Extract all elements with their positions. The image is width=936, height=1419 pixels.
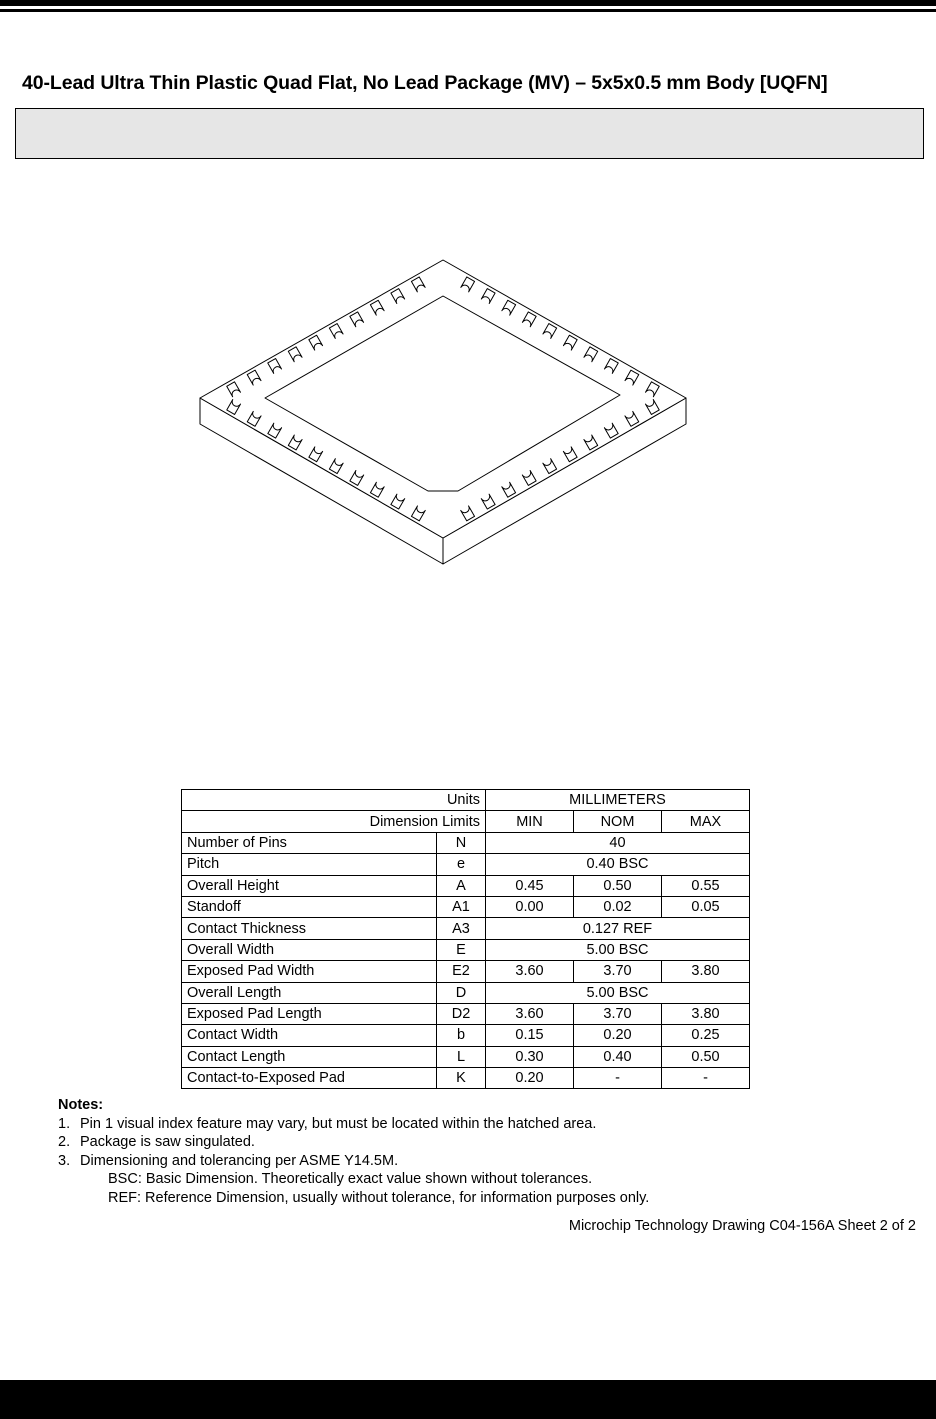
- dimension-nom: 0.127 REF: [486, 918, 750, 939]
- dimension-nom: 0.50: [574, 875, 662, 896]
- dimension-nom: 0.40: [574, 1046, 662, 1067]
- dimension-name: Overall Height: [182, 875, 437, 896]
- dimension-min: 0.30: [486, 1046, 574, 1067]
- dimension-name: Standoff: [182, 896, 437, 917]
- note-bsc: BSC: Basic Dimension. Theoretically exact value shown without tolerances.: [108, 1171, 593, 1187]
- drawing-reference: Microchip Technology Drawing C04-156A Sheet 2 of 2: [568, 1218, 916, 1234]
- package-isometric-drawing: [190, 250, 700, 580]
- dimension-symbol: D: [437, 982, 486, 1003]
- table-row: [182, 961, 750, 982]
- dimension-name: Contact-to-Exposed Pad: [182, 1068, 437, 1089]
- dimension-name: Overall Length: [182, 982, 437, 1003]
- dimension-max: 3.80: [662, 961, 750, 982]
- table-row: [182, 982, 750, 1003]
- limits-row: [182, 811, 750, 832]
- dimension-symbol: A1: [437, 896, 486, 917]
- col-nom: NOM: [574, 811, 662, 832]
- dimension-max: 0.55: [662, 875, 750, 896]
- table-row: [182, 896, 750, 917]
- dimension-symbol: N: [437, 832, 486, 853]
- table-row: [182, 854, 750, 875]
- table-row: [182, 875, 750, 896]
- dimension-nom: 3.70: [574, 961, 662, 982]
- dimension-nom: 5.00 BSC: [486, 939, 750, 960]
- table-row: [182, 1068, 750, 1089]
- dimension-nom: 40: [486, 832, 750, 853]
- dimension-min: 0.20: [486, 1068, 574, 1089]
- dimension-symbol: L: [437, 1046, 486, 1067]
- dimension-symbol: K: [437, 1068, 486, 1089]
- dimension-max: 3.80: [662, 1003, 750, 1024]
- dimension-symbol: b: [437, 1025, 486, 1046]
- dimension-max: 0.50: [662, 1046, 750, 1067]
- dimension-symbol: E: [437, 939, 486, 960]
- dimension-name: Overall Width: [182, 939, 437, 960]
- dimension-min: 3.60: [486, 961, 574, 982]
- dimension-max: 0.05: [662, 896, 750, 917]
- dimension-name: Pitch: [182, 854, 437, 875]
- table-row: [182, 832, 750, 853]
- dimension-symbol: E2: [437, 961, 486, 982]
- dimension-name: Exposed Pad Length: [182, 1003, 437, 1024]
- top-rule-thick: [0, 0, 936, 6]
- dimension-max: -: [662, 1068, 750, 1089]
- dimension-min: 0.00: [486, 896, 574, 917]
- dimension-name: Exposed Pad Width: [182, 961, 437, 982]
- col-max: MAX: [662, 811, 750, 832]
- dimension-symbol: A: [437, 875, 486, 896]
- dimension-nom: -: [574, 1068, 662, 1089]
- note-item: 2. Package is saw singulated.: [58, 1134, 255, 1150]
- dimension-max: 0.25: [662, 1025, 750, 1046]
- dimension-name: Number of Pins: [182, 832, 437, 853]
- dimension-name: Contact Length: [182, 1046, 437, 1067]
- note-ref: REF: Reference Dimension, usually without tolerance, for information purposes only.: [108, 1189, 650, 1206]
- table-row: [182, 939, 750, 960]
- table-row: [182, 1003, 750, 1024]
- dimension-min: 3.60: [486, 1003, 574, 1024]
- dimension-nom: 0.02: [574, 896, 662, 917]
- units-value: MILLIMETERS: [486, 790, 750, 811]
- dimension-nom: 0.20: [574, 1025, 662, 1046]
- table-row: [182, 918, 750, 939]
- units-label: Units: [182, 790, 486, 811]
- note-item: 1. Pin 1 visual index feature may vary, but must be located within the hatched area.: [58, 1115, 597, 1132]
- dimension-symbol: e: [437, 854, 486, 875]
- dimension-name: Contact Width: [182, 1025, 437, 1046]
- bottom-rule: [0, 1380, 936, 1419]
- dimension-min: 0.15: [486, 1025, 574, 1046]
- page-title: 40-Lead Ultra Thin Plastic Quad Flat, No Lead Package (MV) – 5x5x0.5 mm Body [UQFN]: [22, 72, 828, 94]
- notes-heading: Notes:: [58, 1097, 104, 1113]
- dimension-min: 0.45: [486, 875, 574, 896]
- dimension-table: [181, 789, 750, 1089]
- table-row: [182, 1025, 750, 1046]
- dimension-symbol: D2: [437, 1003, 486, 1024]
- top-rule-thin: [0, 9, 936, 12]
- dimension-limits-label: Dimension Limits: [182, 811, 486, 832]
- dimension-nom: 5.00 BSC: [486, 982, 750, 1003]
- table-row: [182, 1046, 750, 1067]
- note-item: 3. Dimensioning and tolerancing per ASME Y14.5M.: [58, 1152, 399, 1169]
- dimension-nom: 3.70: [574, 1003, 662, 1024]
- title-banner: [15, 108, 924, 159]
- dimension-symbol: A3: [437, 918, 486, 939]
- col-min: MIN: [486, 811, 574, 832]
- units-row: [182, 790, 750, 811]
- dimension-name: Contact Thickness: [182, 918, 437, 939]
- notes-section: [58, 1096, 649, 1207]
- dimension-nom: 0.40 BSC: [486, 854, 750, 875]
